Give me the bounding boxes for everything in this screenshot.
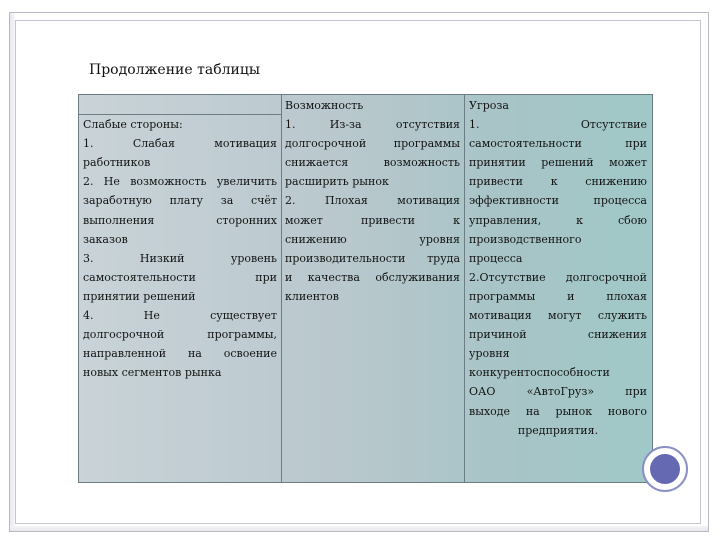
opportunity-line: производительности труда — [285, 251, 460, 265]
weakness-line: выполнения сторонних — [83, 213, 277, 227]
weakness-line: 2. Не возможность увеличить — [83, 175, 277, 189]
opportunity-line: расширить рынок — [285, 175, 389, 189]
weaknesses-column — [79, 95, 282, 482]
threat-line: управления, к сбою — [469, 213, 647, 227]
weakness-line: заказов — [83, 232, 128, 246]
opportunity-line: 2. Плохая мотивация — [285, 194, 460, 208]
weakness-line: 3. Низкий уровень — [83, 251, 277, 265]
weakness-line: самостоятельности при — [83, 270, 277, 284]
table-header-threat: Угроза — [469, 99, 509, 112]
weakness-line: направленной на освоение — [83, 347, 277, 361]
threat-line: выходе на рынок нового — [469, 404, 647, 418]
threat-line: предприятия. — [517, 423, 599, 437]
threat-line: программы и плохая — [469, 289, 647, 303]
opportunity-line: снижается возможность — [285, 156, 460, 170]
opportunity-line: клиентов — [285, 289, 339, 303]
threat-line: самостоятельности при — [469, 137, 647, 151]
opportunity-line: долгосрочной программы — [285, 137, 460, 151]
threat-line: конкурентоспособности — [469, 366, 610, 380]
threat-line: уровня — [469, 347, 510, 361]
weakness-line: принятии решений — [83, 289, 196, 303]
weakness-line: 1. Слабая мотивация — [83, 137, 277, 151]
weakness-line: новых сегментов рынка — [83, 366, 222, 380]
weakness-line: работников — [83, 156, 151, 170]
threat-line: мотивация могут служить — [469, 309, 647, 323]
opportunities-column — [282, 95, 465, 482]
decorative-circle-dot — [650, 454, 680, 484]
slide-title: Продолжение таблицы — [89, 62, 260, 78]
opportunity-line: снижению уровня — [285, 232, 460, 246]
threat-line: привести к снижению — [469, 175, 647, 189]
threats-column — [465, 95, 652, 482]
threat-line: 2.Отсутствие долгосрочной — [469, 270, 647, 284]
weakness-line: долгосрочной программы, — [83, 328, 277, 342]
threat-line: ОАО «АвтоГруз» при — [469, 385, 647, 399]
opportunity-line: и качества обслуживания — [285, 270, 460, 284]
opportunity-line: может привести к — [285, 213, 460, 227]
weakness-line: Слабые стороны: — [83, 118, 183, 132]
opportunity-line: 1. Из-за отсутствия — [285, 118, 460, 132]
weakness-line: заработную плату за счёт — [83, 194, 277, 208]
table-header-opportunity: Возможность — [285, 99, 364, 112]
table-header-weaknesses — [83, 96, 277, 115]
swot-table — [78, 94, 653, 483]
threat-line: процесса — [469, 251, 523, 265]
threat-line: эффективности процесса — [469, 194, 647, 208]
threat-line: причиной снижения — [469, 328, 647, 342]
threat-line: производственного — [469, 232, 582, 246]
weakness-line: 4. Не существует — [83, 309, 277, 323]
threat-line: 1. Отсутствие — [469, 118, 647, 132]
threat-line: принятии решений может — [469, 156, 647, 170]
